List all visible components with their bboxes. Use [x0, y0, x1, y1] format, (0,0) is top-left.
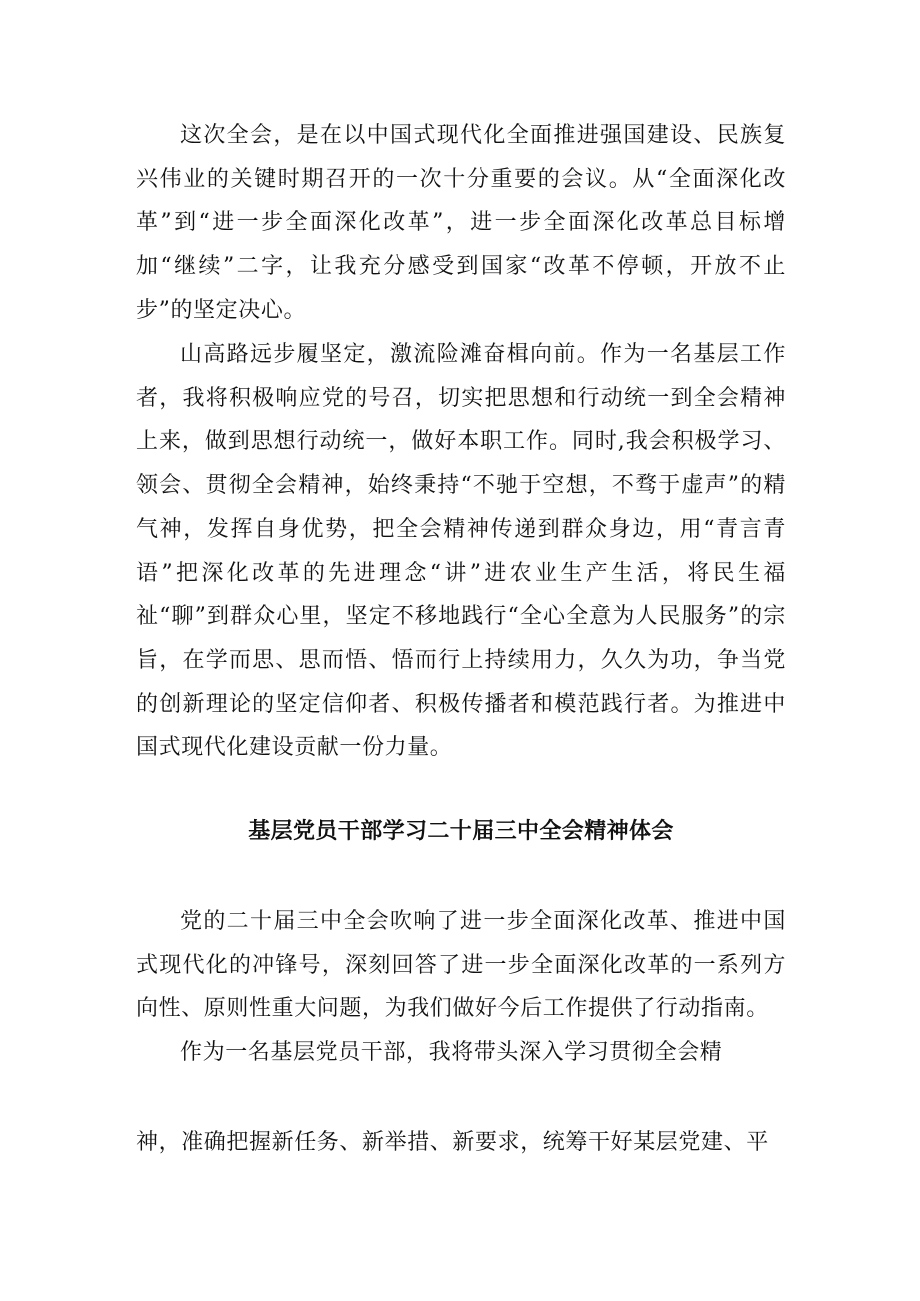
body-paragraph: 作为一名基层党员干部，我将带头深入学习贯彻全会精 [180, 1040, 723, 1065]
body-paragraph: 这次全会，是在以中国式现代化全面推进强国建设、民族复兴伟业的关键时期召开的一次十分重要的会议。从“全面深化改革”到“进一步全面深化改革”，进一步全面深化改革总目标增加“继续”二字，让我充分感受到国家“改革不停顿，开放不止步”的坚定决心。 [136, 123, 786, 323]
body-paragraph-continued: 神，准确把握新任务、新举措、新要求，统筹干好某层党建、平 [136, 1130, 769, 1155]
body-paragraph: 党的二十届三中全会吹响了进一步全面深化改革、推进中国式现代化的冲锋号，深刻回答了进一步全面深化改革的一系列方向性、原则性重大问题，为我们做好今后工作提供了行动指南。 [136, 909, 786, 1022]
section-heading: 基层党员干部学习二十届三中全会精神体会 [248, 819, 674, 844]
body-paragraph: 山高路远步履坚定，激流险滩奋楫向前。作为一名基层工作者，我将积极响应党的号召，切实把思想和行动统一到全会精神上来，做到思想行动统一，做好本职工作。同时,我会积极学习、领会、贯彻全会精神，始终秉持“不驰于空想，不骛于虚声”的精气神，发挥自身优势，把全会精神传递到群众身边，用“青言青语”把深化改革的先进理念“讲”进农业生产生活，将民生福祉“聊”到群众心里，坚定不移地践行“全心全意为人民服务”的宗旨，在学而思、思而悟、悟而行上持续用力，久久为功，争当党的创新理论的坚定信仰者、积极传播者和模范践行者。为推进中国式现代化建设贡献一份力量。 [136, 342, 786, 761]
